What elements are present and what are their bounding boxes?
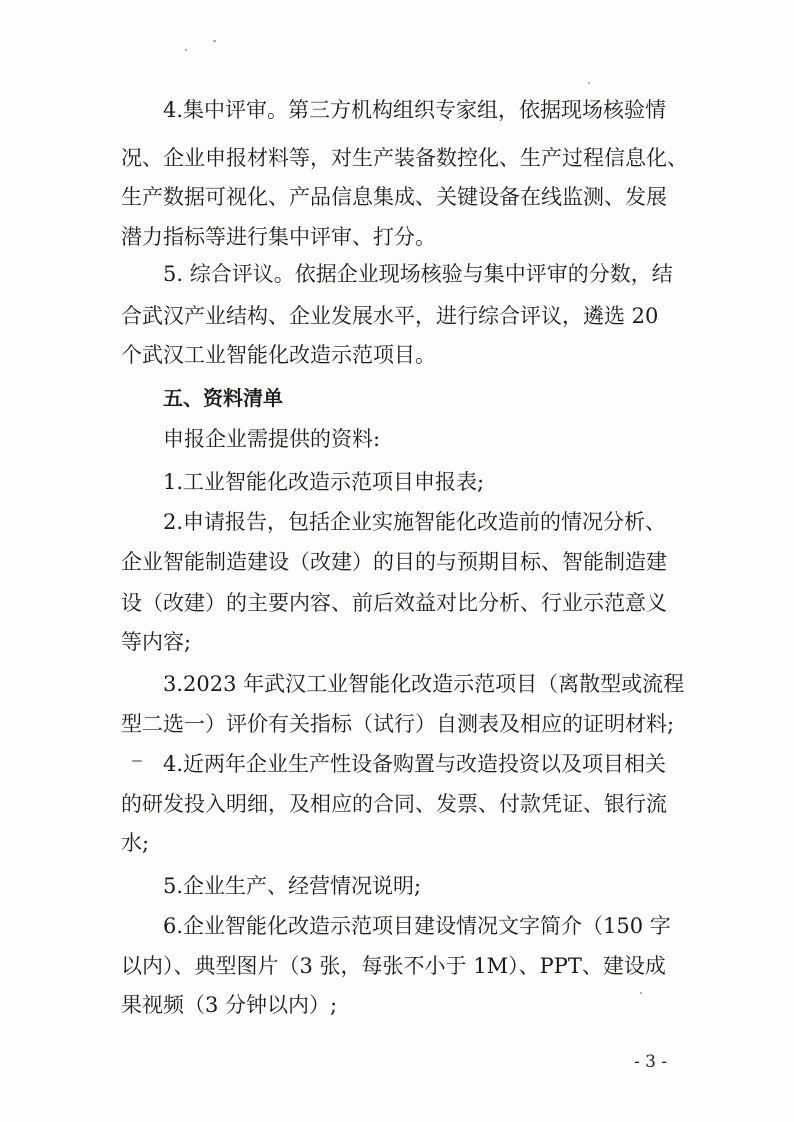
paragraph-line: 5.企业生产、经营情况说明; xyxy=(163,874,422,898)
scan-speck xyxy=(185,49,187,51)
paragraph-line: 企业智能制造建设（改建）的目的与预期目标、智能制造建 xyxy=(121,550,667,574)
page-number: - 3 - xyxy=(634,1052,668,1072)
paragraph-line: 生产数据可视化、产品信息集成、关键设备在线监测、发展 xyxy=(121,185,667,209)
scan-speck xyxy=(588,82,590,84)
paragraph-line: 水; xyxy=(121,831,150,855)
paragraph-line: 果视频（3 分钟以内）; xyxy=(121,993,338,1017)
paragraph-line: 3.2023 年武汉工业智能化改造示范项目（离散型或流程 xyxy=(163,672,685,696)
paragraph-line: 4.集中评审。第三方机构组织专家组，依据现场核验情 xyxy=(163,98,667,122)
scan-speck xyxy=(132,760,142,762)
paragraph-line: 设（改建）的主要内容、前后效益对比分析、行业示范意义 xyxy=(121,591,667,615)
paragraph-line: 的研发投入明细，及相应的合同、发票、付款凭证、银行流 xyxy=(121,792,667,816)
paragraph-line: 以内）、典型图片（3 张，每张不小于 1M）、PPT、建设成 xyxy=(121,954,666,978)
paragraph-line: 6.企业智能化改造示范项目建设情况文字简介（150 字 xyxy=(163,914,671,938)
section-heading: 五、资料清单 xyxy=(163,386,283,410)
paragraph-line: 4.近两年企业生产性设备购置与改造投资以及项目相关 xyxy=(163,752,667,776)
paragraph-line: 个武汉工业智能化改造示范项目。 xyxy=(121,343,436,367)
paragraph-line: 型二选一）评价有关指标（试行）自测表及相应的证明材料; xyxy=(121,712,675,736)
paragraph-line: 2.申请报告，包括企业实施智能化改造前的情况分析、 xyxy=(163,510,667,534)
paragraph-line: 合武汉产业结构、企业发展水平，进行综合评议，遴选 20 xyxy=(121,304,659,328)
paragraph-line: 申报企业需提供的资料: xyxy=(163,427,381,451)
scan-speck xyxy=(640,992,642,994)
paragraph-line: 况、企业申报材料等，对生产装备数控化、生产过程信息化、 xyxy=(121,146,688,170)
paragraph-line: 等内容; xyxy=(121,630,192,654)
paragraph-line: 1.工业智能化改造示范项目申报表; xyxy=(163,470,485,494)
paragraph-line: 潜力指标等进行集中评审、打分。 xyxy=(121,225,436,249)
paragraph-line: 5. 综合评议。依据企业现场核验与集中评审的分数，结 xyxy=(163,262,673,286)
scan-speck xyxy=(213,40,216,42)
